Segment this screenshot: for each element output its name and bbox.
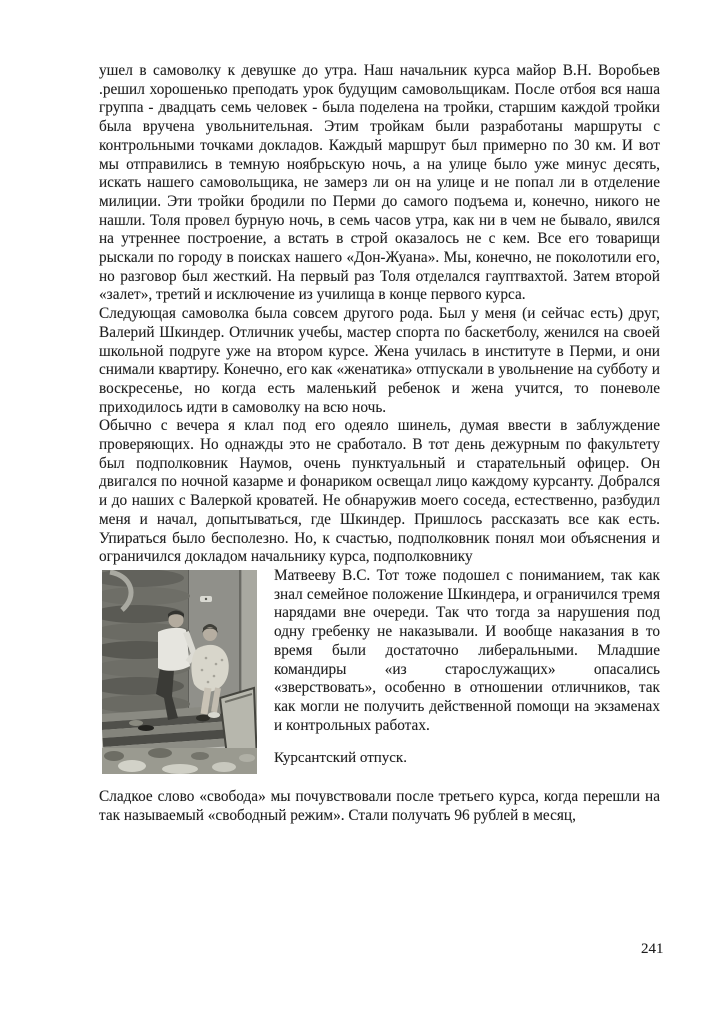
photo-caption: Курсантский отпуск. [274,750,407,767]
paragraph-shkinder: Следующая самоволка была совсем другого рода. Был у меня (и сейчас есть) друг, Валерий Шкиндер. Отличник учебы, мастер спорта по баскетболу, женился на своей школьной подруге уже на втором курсе. Жена училась в институте в Перми, и они снимали квартиру. Конечно, его как «женатика» отпускали в увольнение на субботу и воскресенье, но когда есть маленький ребенок и жена учится, то поневоле приходилось идти в самоволку на всю ночь. [99,305,660,416]
cadets-on-steps-photo-drawing [102,570,257,774]
text-column [99,62,660,825]
paragraph-freedom: Сладкое слово «свобода» мы почувствовали после третьего курса, когда перешли на так называемый «свободный режим». Стали получать 96 рублей в месяц, [99,787,660,824]
paragraph-night-check: Обычно с вечера я клал под его одеяло шинель, думая ввести в заблуждение проверяющих. Но однажды это не сработало. В тот день дежурным по факультету был подполковник Наумов, очень пунктуальный и старательный офицер. Он двигался по ночной казарме и фонариком освещал лицо каждому курсанту. Добрался и до наших с Валеркой кроватей. Не обнаружив моего соседа, естественно, разбудил меня и начал, допытываться, где Шкиндер. Пришлось рассказать все как есть. Упираться было бесполезно. Но, к счастью, подполковник понял мои объяснения и ограничился докладом начальнику курса, подполковнику [99,417,660,566]
paragraph-awol-story: ушел в самоволку к девушке до утра. Наш начальник курса майор В.Н. Воробьев .решил хорошенько преподать урок будущим самовольщикам. После отбоя вся наша группа - двадцать семь человек - была поделена на тройки, старшим каждой тройки была вручена увольнительная. Этим тройкам были разработаны маршруты с контрольными точками докладов. Каждый маршрут был примерно по 30 км. И вот мы отправились в темную ноябрьскую ночь, а на улице было уже минус десять, искать нашего самовольщика, не замерз ли он на улице и не попал ли в отделение милиции. Эти тройки бродили по Перми до самого подъема и, конечно, никого не нашли. Толя провел бурную ночь, в семь часов утра, как ни в чем не бывало, явился на утреннее построение, а встать в строй оказалось не с кем. Все его товарищи рыскали по городу в поисках нашего «Дон-Жуана». Мы, конечно, не поколотили его, но разговор был жесткий. На первый раз Толя отделался гауптвахтой. Затем второй «залет», третий и исключение из училища в конце первого курса. [99,62,660,304]
cadets-on-steps-photo [102,570,257,774]
paragraph-night-check-continued: Матвееву В.С. Тот тоже подошел с пониманием, так как знал семейное положение Шкиндера, и ограничился тремя нарядами вне очереди. Так что тогда за нарушения под одну гребенку не наказывали. И вообще наказания в то время были достаточно либеральными. Младшие командиры «из старослужащих» опасались «зверствовать», особенно в отношении отличников, так как могли не получить действенной помощи на экзаменах и контрольных работах. [274,566,660,734]
page-number: 241 [641,941,664,957]
